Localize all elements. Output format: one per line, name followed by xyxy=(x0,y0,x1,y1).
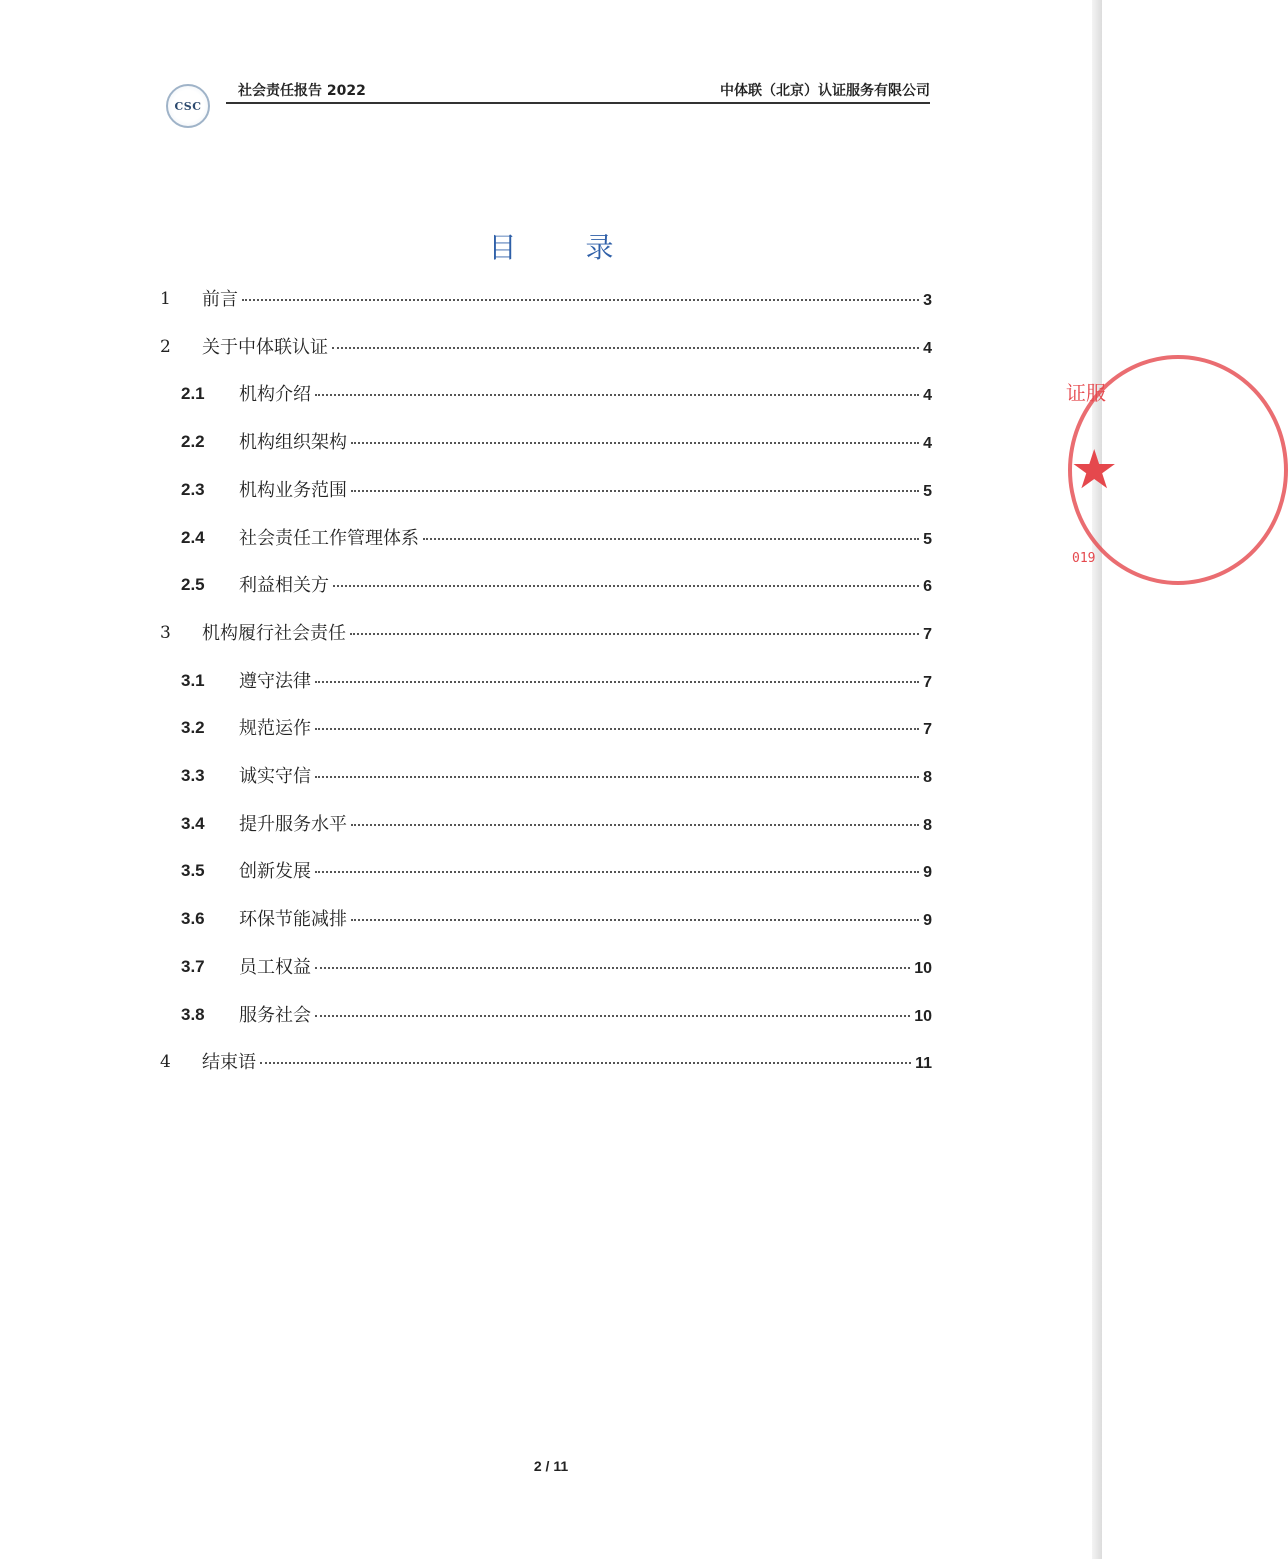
seal-text: 证服 xyxy=(1066,381,1106,405)
seal-star-icon: ★ xyxy=(1070,438,1119,501)
toc-entry-line xyxy=(239,763,932,791)
toc-entry-line xyxy=(239,381,932,409)
toc-entry-label[interactable]: 机构介绍 xyxy=(239,384,311,405)
toc-dot-leader xyxy=(423,538,919,540)
seal-code: 019 xyxy=(1072,551,1096,566)
toc-entry[interactable] xyxy=(0,381,1102,409)
official-seal-stamp xyxy=(1062,355,1119,585)
toc-entry-label[interactable]: 提升服务水平 xyxy=(239,814,347,835)
page-number: 2 / 11 xyxy=(533,1458,569,1474)
toc-entry-page: 6 xyxy=(923,578,932,595)
toc-entry-page: 11 xyxy=(915,1055,932,1072)
toc-entry-line xyxy=(239,954,932,982)
toc-entry[interactable] xyxy=(0,954,1102,982)
toc-entry-label[interactable]: 机构履行社会责任 xyxy=(202,623,346,644)
toc-entry-page: 4 xyxy=(923,340,932,357)
toc-entry-line xyxy=(239,572,932,600)
toc-dot-leader xyxy=(350,633,919,635)
toc-entry[interactable] xyxy=(0,715,1102,743)
toc-entry[interactable] xyxy=(0,763,1102,791)
toc-entry[interactable] xyxy=(0,525,1102,553)
toc-entry-label[interactable]: 结束语 xyxy=(202,1052,256,1073)
toc-entry-page: 10 xyxy=(914,1008,932,1025)
toc-entry-line xyxy=(239,715,932,743)
toc-entry-label[interactable]: 创新发展 xyxy=(239,861,311,882)
toc-entry-label[interactable]: 环保节能减排 xyxy=(239,909,347,930)
toc-dot-leader xyxy=(315,776,919,778)
toc-dot-leader xyxy=(315,1015,910,1017)
toc-entry[interactable] xyxy=(0,572,1102,600)
toc-entry-label[interactable]: 诚实守信 xyxy=(239,766,311,787)
toc-entry-line xyxy=(202,1049,932,1077)
csc-logo xyxy=(166,84,210,128)
toc-entry-page: 5 xyxy=(923,483,932,500)
toc-entry-page: 8 xyxy=(923,817,932,834)
toc-entry-label[interactable]: 机构组织架构 xyxy=(239,432,347,453)
toc-entry-label[interactable]: 机构业务范围 xyxy=(239,480,347,501)
toc-entry-number: 3.2 xyxy=(181,718,205,737)
toc-entry-number: 2.1 xyxy=(181,384,205,403)
toc-entry-line xyxy=(202,620,932,648)
toc-entry-page: 7 xyxy=(923,721,932,738)
toc-entry[interactable] xyxy=(0,429,1102,457)
toc-entry-number: 2.3 xyxy=(181,480,205,499)
toc-entry-label[interactable]: 遵守法律 xyxy=(239,671,311,692)
toc-dot-leader xyxy=(351,442,919,444)
toc-dot-leader xyxy=(333,585,919,587)
toc-dot-leader xyxy=(242,299,919,301)
toc-dot-leader xyxy=(315,728,919,730)
toc-entry-label[interactable]: 关于中体联认证 xyxy=(202,337,328,358)
toc-entry-number: 3.3 xyxy=(181,766,205,785)
toc-entry-page: 3 xyxy=(923,292,932,309)
toc-entry-line xyxy=(202,334,932,362)
toc-entry-number: 3.5 xyxy=(181,861,205,880)
toc-entry-page: 7 xyxy=(923,674,932,691)
toc-entry-label[interactable]: 服务社会 xyxy=(239,1005,311,1026)
toc-entry-line xyxy=(239,668,932,696)
toc-entry-page: 9 xyxy=(923,864,932,881)
toc-entry-number: 2.4 xyxy=(181,528,205,547)
toc-entry-line xyxy=(239,811,932,839)
toc-dot-leader xyxy=(315,967,910,969)
toc-entry-line xyxy=(239,525,932,553)
toc-dot-leader xyxy=(315,681,919,683)
toc-entry-label[interactable]: 规范运作 xyxy=(239,718,311,739)
toc-entry-page: 9 xyxy=(923,912,932,929)
toc-entry-page: 8 xyxy=(923,769,932,786)
toc-entry-number: 4 xyxy=(160,1052,171,1072)
toc-entry-page: 5 xyxy=(923,531,932,548)
toc-dot-leader xyxy=(332,347,919,349)
toc-entry-number: 3.4 xyxy=(181,814,205,833)
header-rule xyxy=(226,102,930,104)
toc-entry-label[interactable]: 员工权益 xyxy=(239,957,311,978)
company-name: 中体联（北京）认证服务有限公司 xyxy=(720,83,930,99)
toc-title: 目 录 xyxy=(488,231,644,264)
toc-entry-line xyxy=(202,286,932,314)
toc-entry-line xyxy=(239,906,932,934)
toc-entry-number: 2.2 xyxy=(181,432,205,451)
toc-dot-leader xyxy=(315,394,919,396)
toc-entry-line xyxy=(239,477,932,505)
toc-dot-leader xyxy=(351,919,919,921)
toc-entry-page: 4 xyxy=(923,435,932,452)
toc-entry-line xyxy=(239,1002,932,1030)
toc-entry-line xyxy=(239,429,932,457)
toc-entry-number: 3.6 xyxy=(181,909,205,928)
toc-entry-label[interactable]: 社会责任工作管理体系 xyxy=(239,528,419,549)
toc-entry-label[interactable]: 利益相关方 xyxy=(239,575,329,596)
toc-entry-number: 2 xyxy=(160,337,171,357)
toc-dot-leader xyxy=(315,871,919,873)
toc-entry-line xyxy=(239,858,932,886)
report-title: 社会责任报告 2022 xyxy=(238,83,366,99)
toc-entry[interactable] xyxy=(0,858,1102,886)
toc-entry[interactable] xyxy=(0,286,1102,314)
toc-entry[interactable] xyxy=(0,620,1102,648)
toc-entry-page: 10 xyxy=(914,960,932,977)
toc-entry-page: 4 xyxy=(923,387,932,404)
toc-entry[interactable] xyxy=(0,811,1102,839)
toc-dot-leader xyxy=(351,824,919,826)
toc-entry[interactable] xyxy=(0,906,1102,934)
toc-dot-leader xyxy=(351,490,919,492)
toc-dot-leader xyxy=(260,1062,911,1064)
logo-text: CSC xyxy=(174,99,202,113)
toc-entry-label[interactable]: 前言 xyxy=(202,289,238,310)
toc-entry-number: 3 xyxy=(160,623,171,643)
toc-entry[interactable] xyxy=(0,477,1102,505)
toc-entry-number: 3.8 xyxy=(181,1005,205,1024)
toc-entry-number: 2.5 xyxy=(181,575,205,594)
toc-entry[interactable] xyxy=(0,668,1102,696)
toc-entry-number: 1 xyxy=(160,289,171,309)
toc-entry[interactable] xyxy=(0,1049,1102,1077)
toc-entry[interactable] xyxy=(0,1002,1102,1030)
toc-entry-number: 3.7 xyxy=(181,957,205,976)
toc-entry[interactable] xyxy=(0,334,1102,362)
toc-entry-page: 7 xyxy=(923,626,932,643)
toc-entry-number: 3.1 xyxy=(181,671,205,690)
